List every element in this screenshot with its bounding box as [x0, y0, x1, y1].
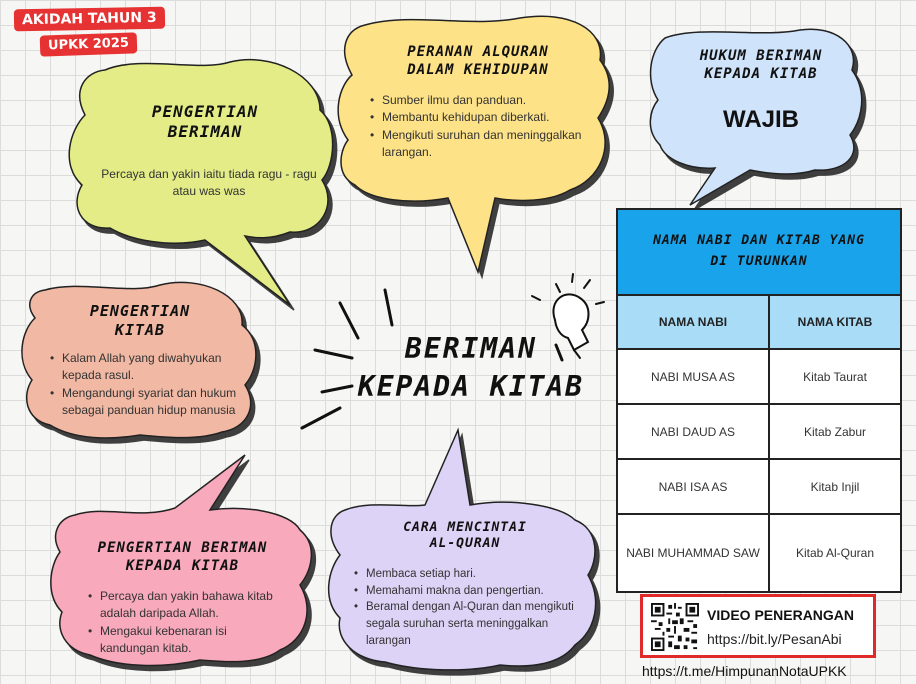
kitab-cell: Kitab Taurat [769, 349, 901, 404]
list-item: • Percaya dan yakin bahawa kitab adalah daripada Allah. [86, 588, 286, 623]
nabi-kitab-table [616, 208, 902, 593]
list-item: • Kalam Allah yang diwahyukan kepada rasul. [48, 350, 243, 385]
table-row [617, 514, 901, 592]
pengertian-beriman-title-line1: PENGERTIAN [151, 102, 259, 121]
list-item: • Mengikuti suruhan dan meninggalkan larangan. [368, 127, 593, 162]
pengertian-kitab-list [48, 350, 243, 420]
hukum-beriman-title-line2: KEPADA KITAB [704, 65, 818, 82]
hukum-beriman-title-line1: HUKUM BERIMAN [699, 48, 823, 64]
center-title [352, 330, 590, 406]
table-title-line2: DI TURUNKAN [710, 254, 808, 269]
pengertian-beriman-kitab-title [70, 540, 295, 575]
cara-mencintai-title-line2: AL-QURAN [429, 536, 501, 552]
hukum-beriman-title [672, 48, 850, 83]
cara-mencintai-list [352, 566, 580, 649]
hukum-value: WAJIB [722, 106, 799, 133]
video-link[interactable]: https://bit.ly/PesanAbi [707, 631, 842, 647]
list-item: • Mengakui kebenaran isi kandungan kitab. [86, 623, 286, 658]
footer-link[interactable]: https://t.me/HimpunanNotaUPKK [642, 663, 847, 679]
peranan-alquran-title-line1: PERANAN ALQURAN [407, 44, 549, 60]
list-item: • Membantu kehidupan diberkati. [368, 109, 593, 126]
pengertian-kitab-title-line2: KITAB [114, 320, 166, 339]
year-tag: UPKK 2025 [40, 32, 138, 56]
pengertian-beriman-text: Percaya dan yakin iaitu tiada ragu - ragu atau was was [101, 167, 317, 199]
peranan-alquran-title [368, 44, 588, 79]
kitab-cell: Kitab Al-Quran [769, 514, 901, 592]
pengertian-beriman-kitab-title-line1: PENGERTIAN BERIMAN [97, 540, 268, 556]
nabi-cell: NABI DAUD AS [617, 404, 769, 459]
pengertian-beriman-kitab-list [86, 588, 286, 658]
video-box[interactable] [640, 594, 876, 658]
video-title: VIDEO PENERANGAN [707, 607, 855, 623]
kitab-cell: Kitab Zabur [769, 404, 901, 459]
peranan-alquran-list [368, 92, 593, 162]
list-item: • Beramal dengan Al-Quran dan mengikuti segala suruhan serta meninggalkan larangan [352, 599, 580, 649]
table-row [617, 404, 901, 459]
table-title [617, 209, 901, 295]
table-row [617, 459, 901, 514]
pengertian-kitab-title [60, 302, 220, 340]
peranan-alquran-title-line2: DALAM KEHIDUPAN [407, 61, 549, 78]
list-item: • Memahami makna dan pengertian. [352, 583, 580, 600]
column-header-nabi: NAMA NABI [617, 295, 769, 349]
table-row [617, 349, 901, 404]
list-item: • Mengandungi syariat dan hukum sebagai panduan hidup manusia [48, 385, 243, 420]
list-item: • Sumber ilmu dan panduan. [368, 92, 593, 109]
cara-mencintai-title-line1: CARA MENCINTAI [403, 520, 527, 535]
kitab-cell: Kitab Injil [769, 459, 901, 514]
title-tag: AKIDAH TAHUN 3 [14, 7, 165, 32]
pengertian-beriman-title [120, 102, 290, 142]
cara-mencintai-title [360, 520, 570, 553]
table-title-line1: NAMA NABI DAN KITAB YANG [653, 233, 865, 249]
center-title-line2: KEPADA KITAB [357, 369, 585, 403]
qr-code-icon[interactable] [651, 603, 699, 651]
nabi-cell: NABI MUHAMMAD SAW [617, 514, 769, 592]
pengertian-beriman-title-line2: BERIMAN [167, 122, 243, 141]
pengertian-beriman-kitab-title-line2: KEPADA KITAB [125, 557, 240, 574]
column-header-kitab: NAMA KITAB [769, 295, 901, 349]
nabi-cell: NABI MUSA AS [617, 349, 769, 404]
nabi-cell: NABI ISA AS [617, 459, 769, 514]
center-title-line1: BERIMAN [404, 332, 537, 365]
list-item: • Membaca setiap hari. [352, 566, 580, 583]
pengertian-kitab-title-line1: PENGERTIAN [89, 302, 191, 320]
